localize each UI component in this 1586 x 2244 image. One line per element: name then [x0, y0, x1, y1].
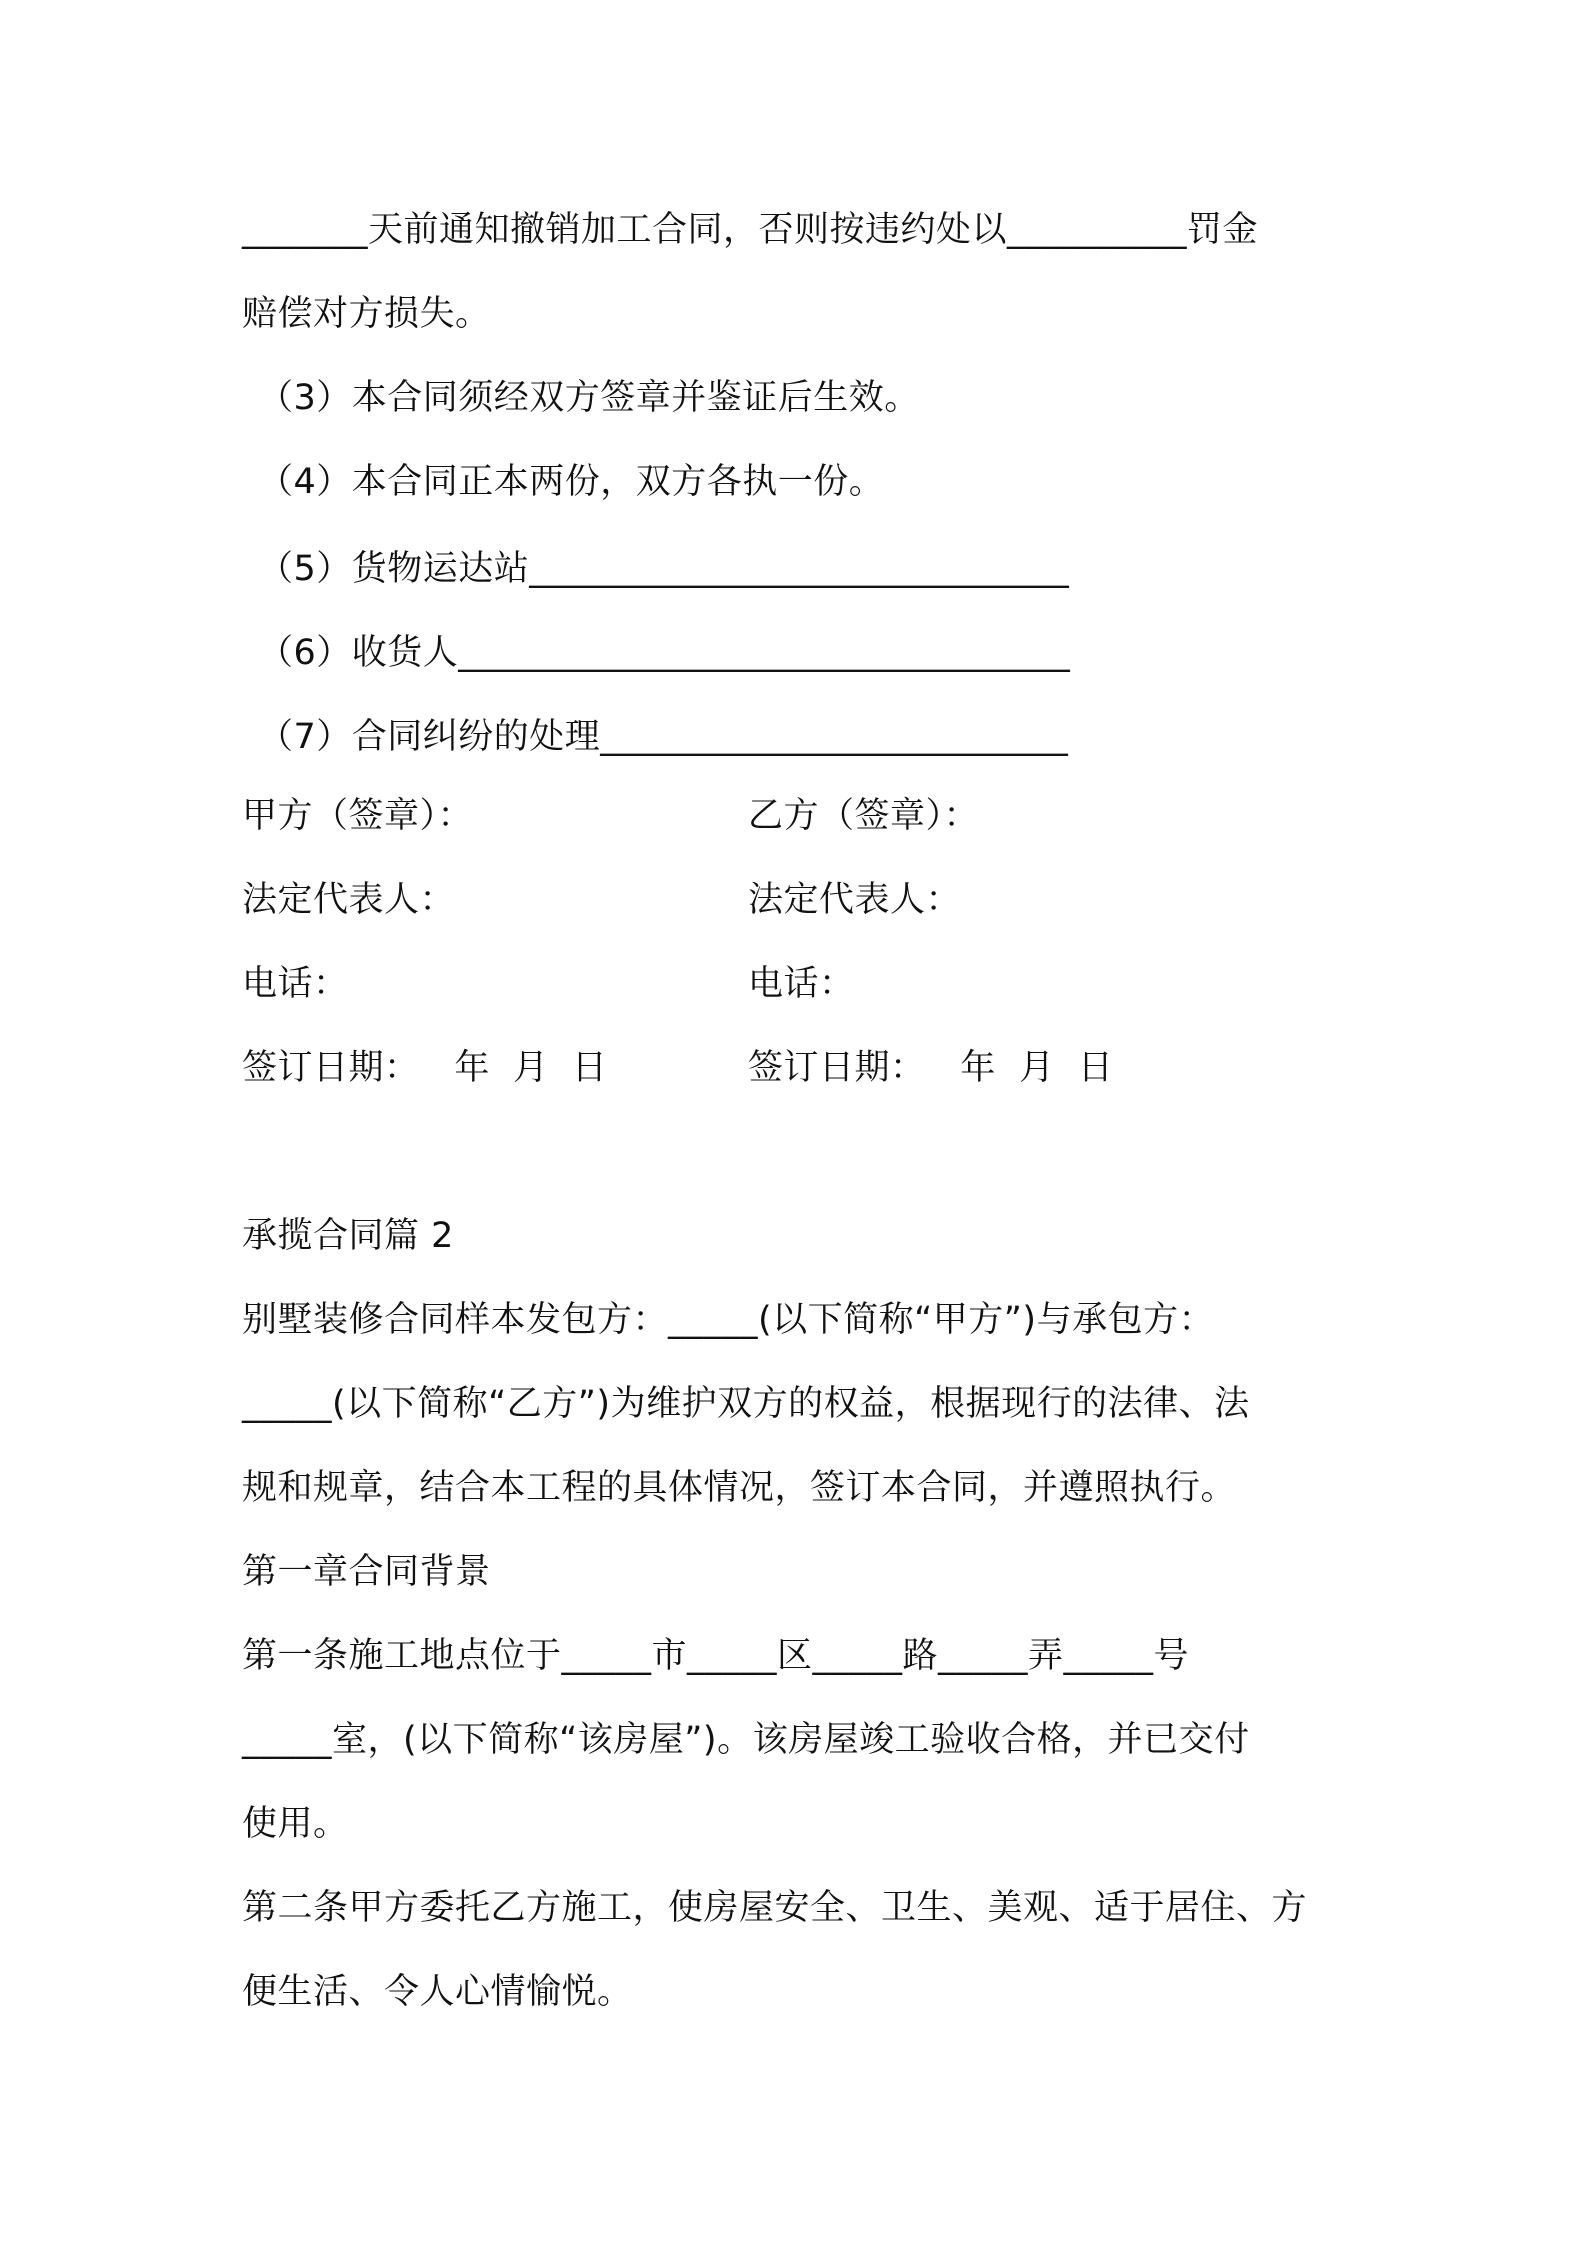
party-a-sign-date: 签订日期： 年 月 日 [242, 1048, 608, 1088]
body-line: 别墅装修合同样本发包方：_____(以下简称“甲方”)与承包方： [242, 1300, 1215, 1340]
body-line: 使用。 [242, 1804, 349, 1844]
clause-item: （5）货物运达站______________________________ [258, 549, 1070, 589]
body-line: 第二条甲方委托乙方施工，使房屋安全、卫生、美观、适于居住、方 [242, 1888, 1308, 1928]
party-b-seal: 乙方（签章）： [748, 796, 980, 836]
party-a-seal: 甲方（签章）： [242, 796, 474, 836]
section-title: 承揽合同篇 2 [242, 1216, 454, 1256]
body-line: 便生活、令人心情愉悦。 [242, 1972, 633, 2012]
clause-item: （6）收货人__________________________________ [258, 633, 1071, 673]
party-b-representative: 法定代表人： [748, 880, 962, 920]
body-line: _____室，(以下简称“该房屋”)。该房屋竣工验收合格，并已交付 [242, 1720, 1250, 1760]
clause-item: （4）本合同正本两份，双方各执一份。 [258, 462, 885, 502]
body-line: 第一条施工地点位于_____市_____区_____路_____弄_____号 [242, 1636, 1190, 1676]
chapter-heading: 第一章合同背景 [242, 1552, 491, 1592]
party-a-representative: 法定代表人： [242, 880, 456, 920]
body-line: _____(以下简称“乙方”)为维护双方的权益，根据现行的法律、法 [242, 1384, 1250, 1424]
notice-line-continued: 赔偿对方损失。 [242, 294, 491, 334]
body-line: 规和规章，结合本工程的具体情况，签订本合同，并遵照执行。 [242, 1468, 1237, 1508]
clause-item: （3）本合同须经双方签章并鉴证后生效。 [258, 378, 920, 418]
party-b-phone: 电话： [748, 964, 855, 1004]
notice-line: _______天前通知撤销加工合同，否则按违约处以__________罚金 [242, 210, 1259, 250]
party-a-phone: 电话： [242, 964, 349, 1004]
clause-item: （7）合同纠纷的处理__________________________ [258, 717, 1069, 757]
party-b-sign-date: 签订日期： 年 月 日 [748, 1048, 1114, 1088]
